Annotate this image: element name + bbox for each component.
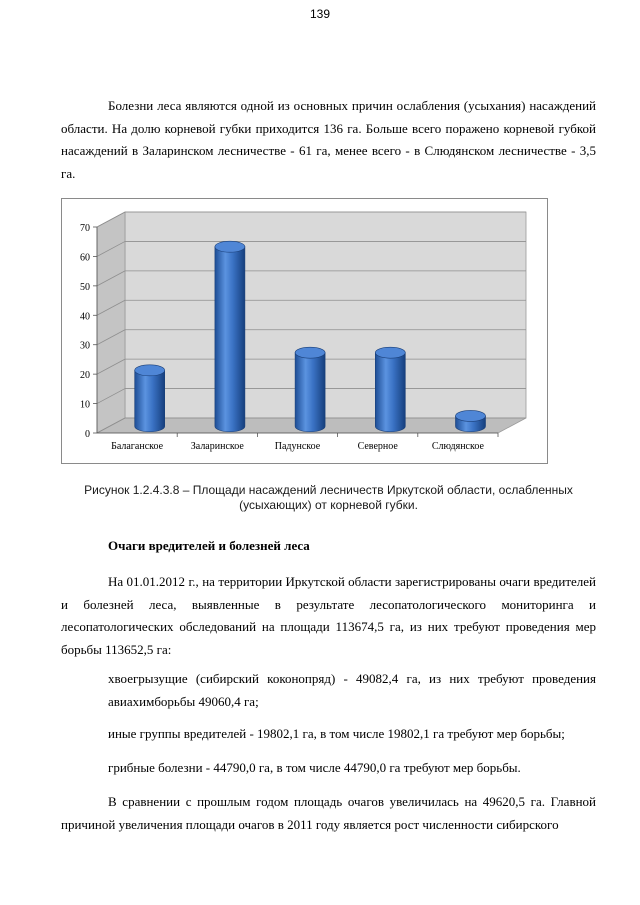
figure-caption-line-1: Рисунок 1.2.4.3.8 – Площади насаждений лесничеств Иркутской области, ослабленных bbox=[84, 483, 573, 497]
y-tick-label: 10 bbox=[80, 399, 90, 411]
list-item-2: иные группы вредителей - 19802,1 га, в том числе 19802,1 га требуют мер борьбы; bbox=[108, 726, 565, 741]
y-tick-label: 50 bbox=[80, 281, 90, 293]
bar-top bbox=[215, 241, 245, 252]
chart-back-wall bbox=[125, 212, 526, 418]
x-tick-label: Балаганское bbox=[111, 441, 164, 452]
bar-top bbox=[295, 347, 325, 358]
bar-top bbox=[135, 365, 165, 376]
figure-caption-line-2: (усыхающих) от корневой губки. bbox=[239, 498, 418, 512]
x-tick-label: Северное bbox=[357, 441, 398, 452]
page-number: 139 bbox=[309, 7, 331, 21]
y-tick-label: 30 bbox=[80, 340, 90, 352]
closing-paragraph: В сравнении с прошлым годом площадь очагов увеличилась на 49620,5 га. Главной причиной увеличения площади очагов в 2011 году является рост численности сибирского bbox=[61, 794, 596, 832]
section-heading: Очаги вредителей и болезней леса bbox=[108, 538, 310, 553]
x-tick-label: Заларинское bbox=[190, 441, 244, 452]
body-paragraph: На 01.01.2012 г., на территории Иркутской области зарегистрированы очаги вредителей и болезней леса, выявленные в результате лесопатологического мониторинга и лесопатологических обследований на площади 113674,5 га, из них требуют проведения мер борьбы 113652,5 га: bbox=[61, 574, 596, 657]
figure-caption bbox=[61, 483, 596, 513]
bar bbox=[375, 353, 405, 432]
x-tick-label: Слюдянское bbox=[431, 441, 484, 452]
bar-top bbox=[456, 410, 486, 421]
chart-canvas bbox=[62, 199, 547, 463]
y-tick-label: 0 bbox=[85, 429, 90, 440]
y-tick-label: 20 bbox=[80, 370, 90, 382]
list-item-3: грибные болезни - 44790,0 га, в том числе 44790,0 га требуют мер борьбы. bbox=[108, 760, 521, 775]
y-tick-label: 60 bbox=[80, 252, 90, 264]
x-tick-label: Падунское bbox=[274, 441, 321, 452]
bar bbox=[135, 370, 165, 431]
list-item-1: хвоегрызущие (сибирский коконопряд) - 49082,4 га, из них требуют проведения авиахимборьбы 49060,4 га; bbox=[108, 671, 596, 709]
bar bbox=[215, 247, 245, 432]
bar bbox=[295, 353, 325, 432]
y-tick-label: 40 bbox=[80, 311, 90, 323]
bar-top bbox=[375, 347, 405, 358]
y-tick-label: 70 bbox=[80, 223, 90, 234]
intro-paragraph: Болезни леса являются одной из основных причин ослабления (усыхания) насаждений области. На долю корневой губки приходится 136 га. Больше всего поражено корневой губкой насаждений в Заларинском лесничестве - 61 га, менее всего - в Слюдянском лесничестве - 3,5 га. bbox=[61, 98, 596, 181]
chart-side-wall bbox=[97, 212, 125, 433]
bar-chart bbox=[61, 198, 548, 464]
